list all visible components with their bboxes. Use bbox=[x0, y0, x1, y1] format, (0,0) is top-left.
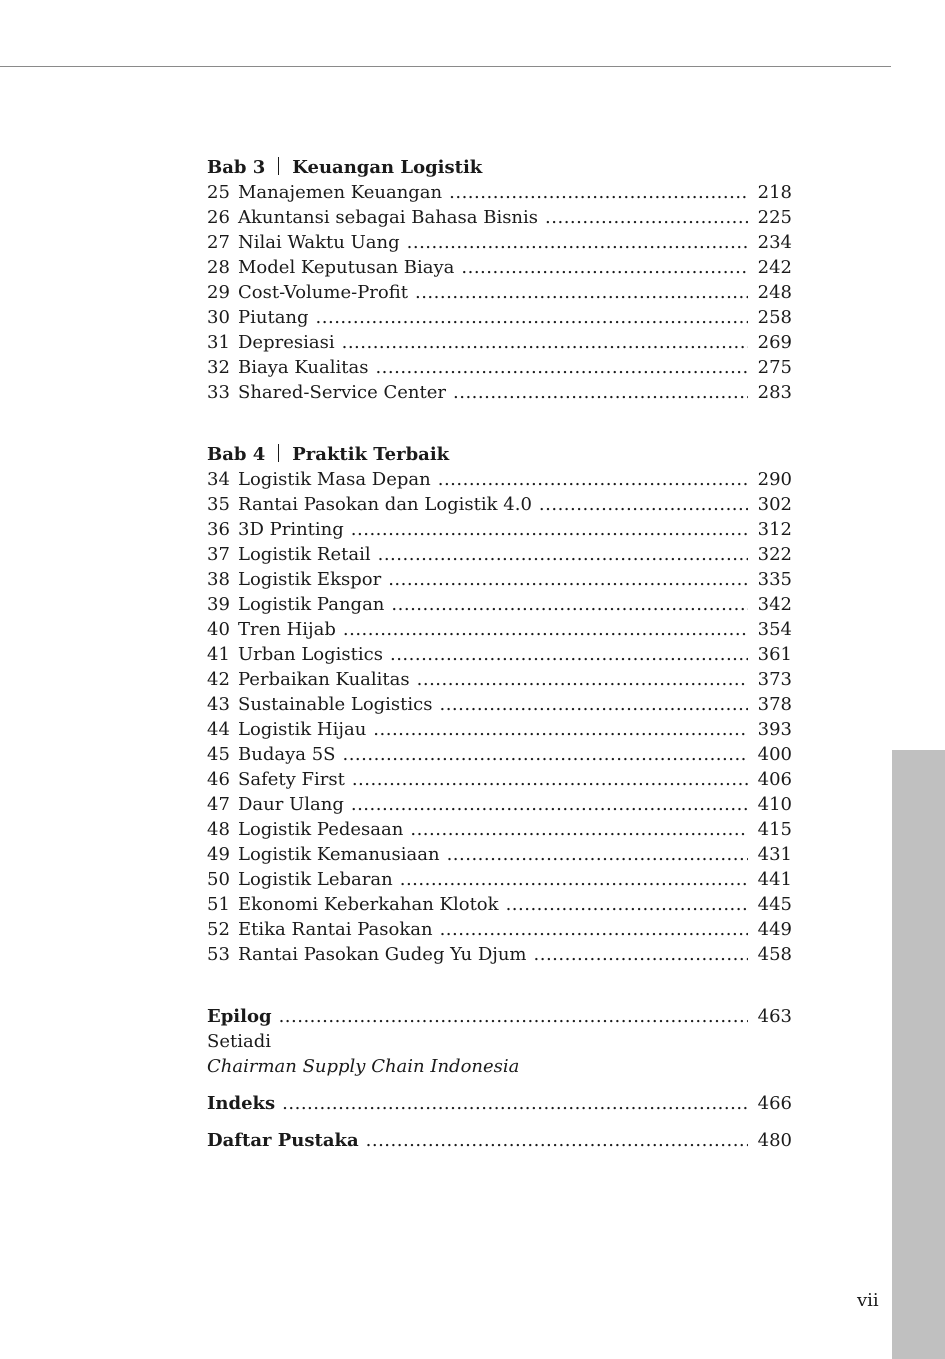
entry-number: 30 bbox=[207, 307, 230, 328]
entry-page: 361 bbox=[757, 644, 792, 665]
toc-entry bbox=[207, 355, 792, 380]
entry-page: 283 bbox=[757, 382, 792, 403]
leader-dots bbox=[545, 205, 748, 230]
entry-page: 406 bbox=[757, 769, 792, 790]
entry-title: Biaya Kualitas bbox=[238, 357, 369, 378]
chapter-4-title: Praktik Terbaik bbox=[292, 444, 450, 465]
toc-entry bbox=[207, 842, 792, 867]
chapter-4-list bbox=[207, 467, 792, 967]
chapter-3-title: Keuangan Logistik bbox=[292, 157, 483, 178]
entry-page: 312 bbox=[757, 519, 792, 540]
entry-title: Piutang bbox=[238, 307, 309, 328]
entry-page: 441 bbox=[757, 869, 792, 890]
entry-title: Rantai Pasokan Gudeg Yu Djum bbox=[238, 944, 527, 965]
entry-title: Rantai Pasokan dan Logistik 4.0 bbox=[238, 494, 532, 515]
leader-dots bbox=[506, 892, 748, 917]
leader-dots bbox=[439, 692, 748, 717]
entry-page: 234 bbox=[757, 232, 792, 253]
toc-entry-epilog bbox=[207, 1004, 792, 1029]
entry-page: 400 bbox=[757, 744, 792, 765]
toc-entry bbox=[207, 380, 792, 405]
entry-title: 3D Printing bbox=[238, 519, 344, 540]
entry-number: 53 bbox=[207, 944, 230, 965]
entry-number: 49 bbox=[207, 844, 230, 865]
toc-entry bbox=[207, 667, 792, 692]
entry-number: 37 bbox=[207, 544, 230, 565]
toc-entry bbox=[207, 592, 792, 617]
chapter-3-heading bbox=[207, 155, 792, 180]
leader-dots bbox=[410, 817, 748, 842]
toc-entry bbox=[207, 742, 792, 767]
entry-number: 50 bbox=[207, 869, 230, 890]
leader-dots bbox=[375, 355, 748, 380]
toc-entry bbox=[207, 892, 792, 917]
toc-entry-daftar-pustaka bbox=[207, 1128, 792, 1153]
entry-number: 26 bbox=[207, 207, 230, 228]
leader-dots bbox=[453, 380, 748, 405]
entry-number: 27 bbox=[207, 232, 230, 253]
toc-entry bbox=[207, 467, 792, 492]
entry-title: Urban Logistics bbox=[238, 644, 383, 665]
toc-entry bbox=[207, 230, 792, 255]
entry-title: Depresiasi bbox=[238, 332, 335, 353]
entry-number: 29 bbox=[207, 282, 230, 303]
entry-number: 43 bbox=[207, 694, 230, 715]
chapter-3-label: Bab 3 bbox=[207, 157, 266, 178]
entry-page: 354 bbox=[757, 619, 792, 640]
toc-entry bbox=[207, 205, 792, 230]
toc-entry bbox=[207, 792, 792, 817]
entry-page: 410 bbox=[757, 794, 792, 815]
entry-number: 31 bbox=[207, 332, 230, 353]
entry-number: 41 bbox=[207, 644, 230, 665]
table-of-contents bbox=[207, 155, 792, 1153]
entry-page: 269 bbox=[757, 332, 792, 353]
leader-dots bbox=[447, 842, 748, 867]
toc-entry bbox=[207, 942, 792, 967]
chapter-4-heading bbox=[207, 442, 792, 467]
entry-number: 46 bbox=[207, 769, 230, 790]
entry-page: 242 bbox=[757, 257, 792, 278]
entry-page: 218 bbox=[757, 182, 792, 203]
toc-entry bbox=[207, 717, 792, 742]
chapter-4-label: Bab 4 bbox=[207, 444, 266, 465]
toc-entry bbox=[207, 917, 792, 942]
toc-entry bbox=[207, 255, 792, 280]
entry-number: 42 bbox=[207, 669, 230, 690]
leader-dots bbox=[440, 917, 748, 942]
daftar-pustaka-page: 480 bbox=[757, 1130, 792, 1151]
entry-title: Logistik Lebaran bbox=[238, 869, 393, 890]
leader-dots bbox=[352, 767, 748, 792]
leader-dots bbox=[316, 305, 748, 330]
leader-dots bbox=[342, 742, 748, 767]
leader-dots bbox=[343, 617, 748, 642]
entry-page: 378 bbox=[757, 694, 792, 715]
leader-dots bbox=[534, 942, 749, 967]
entry-title: Logistik Ekspor bbox=[238, 569, 382, 590]
toc-entry bbox=[207, 867, 792, 892]
entry-page: 275 bbox=[757, 357, 792, 378]
epilog-author: Setiadi bbox=[207, 1031, 271, 1052]
leader-dots bbox=[539, 492, 748, 517]
entry-title: Logistik Pangan bbox=[238, 594, 385, 615]
toc-entry bbox=[207, 817, 792, 842]
leader-dots bbox=[461, 255, 748, 280]
entry-page: 458 bbox=[757, 944, 792, 965]
entry-title: Sustainable Logistics bbox=[238, 694, 433, 715]
entry-number: 32 bbox=[207, 357, 230, 378]
entry-page: 431 bbox=[757, 844, 792, 865]
chapter-3-list bbox=[207, 180, 792, 405]
entry-title: Logistik Pedesaan bbox=[238, 819, 404, 840]
epilog-title: Epilog bbox=[207, 1006, 272, 1027]
leader-dots bbox=[438, 467, 748, 492]
top-rule bbox=[0, 66, 891, 67]
leader-dots bbox=[366, 1128, 748, 1153]
toc-entry-indeks bbox=[207, 1091, 792, 1116]
indeks-title: Indeks bbox=[207, 1093, 276, 1114]
entry-number: 44 bbox=[207, 719, 230, 740]
leader-dots bbox=[282, 1091, 748, 1116]
entry-title: Ekonomi Keberkahan Klotok bbox=[238, 894, 499, 915]
entry-title: Manajemen Keuangan bbox=[238, 182, 443, 203]
leader-dots bbox=[388, 567, 748, 592]
entry-number: 52 bbox=[207, 919, 230, 940]
entry-number: 38 bbox=[207, 569, 230, 590]
entry-number: 34 bbox=[207, 469, 230, 490]
entry-page: 290 bbox=[757, 469, 792, 490]
entry-page: 393 bbox=[757, 719, 792, 740]
leader-dots bbox=[342, 330, 748, 355]
indeks-page: 466 bbox=[757, 1093, 792, 1114]
toc-entry bbox=[207, 280, 792, 305]
entry-title: Budaya 5S bbox=[238, 744, 336, 765]
toc-entry bbox=[207, 517, 792, 542]
entry-page: 342 bbox=[757, 594, 792, 615]
entry-page: 248 bbox=[757, 282, 792, 303]
entry-number: 35 bbox=[207, 494, 230, 515]
entry-number: 28 bbox=[207, 257, 230, 278]
toc-entry bbox=[207, 642, 792, 667]
entry-page: 225 bbox=[757, 207, 792, 228]
entry-title: Tren Hijab bbox=[238, 619, 336, 640]
toc-entry bbox=[207, 330, 792, 355]
entry-title: Perbaikan Kualitas bbox=[238, 669, 410, 690]
entry-title: Daur Ulang bbox=[238, 794, 344, 815]
leader-dots bbox=[449, 180, 748, 205]
entry-title: Logistik Hijau bbox=[238, 719, 367, 740]
entry-title: Logistik Masa Depan bbox=[238, 469, 431, 490]
leader-dots bbox=[407, 230, 748, 255]
epilog-author-role: Chairman Supply Chain Indonesia bbox=[207, 1056, 520, 1077]
leader-dots bbox=[415, 280, 748, 305]
side-tab bbox=[892, 750, 945, 1359]
entry-number: 45 bbox=[207, 744, 230, 765]
entry-title: Etika Rantai Pasokan bbox=[238, 919, 433, 940]
entry-title: Logistik Retail bbox=[238, 544, 371, 565]
entry-title: Akuntansi sebagai Bahasa Bisnis bbox=[238, 207, 539, 228]
leader-dots bbox=[400, 867, 748, 892]
toc-entry bbox=[207, 305, 792, 330]
page-number: vii bbox=[857, 1290, 879, 1311]
entry-title: Cost-Volume-Profit bbox=[238, 282, 408, 303]
daftar-pustaka-title: Daftar Pustaka bbox=[207, 1130, 359, 1151]
entry-number: 33 bbox=[207, 382, 230, 403]
entry-number: 25 bbox=[207, 182, 230, 203]
entry-page: 322 bbox=[757, 544, 792, 565]
entry-title: Shared-Service Center bbox=[238, 382, 446, 403]
entry-page: 258 bbox=[757, 307, 792, 328]
entry-number: 40 bbox=[207, 619, 230, 640]
entry-number: 39 bbox=[207, 594, 230, 615]
entry-number: 51 bbox=[207, 894, 230, 915]
heading-separator bbox=[278, 157, 279, 175]
leader-dots bbox=[351, 792, 748, 817]
toc-entry bbox=[207, 567, 792, 592]
entry-title: Nilai Waktu Uang bbox=[238, 232, 400, 253]
leader-dots bbox=[390, 642, 748, 667]
toc-entry bbox=[207, 542, 792, 567]
epilog-page: 463 bbox=[757, 1006, 792, 1027]
leader-dots bbox=[351, 517, 748, 542]
entry-page: 449 bbox=[757, 919, 792, 940]
entry-title: Safety First bbox=[238, 769, 345, 790]
entry-number: 36 bbox=[207, 519, 230, 540]
toc-entry bbox=[207, 180, 792, 205]
leader-dots bbox=[417, 667, 748, 692]
entry-page: 415 bbox=[757, 819, 792, 840]
toc-entry bbox=[207, 492, 792, 517]
entry-number: 47 bbox=[207, 794, 230, 815]
entry-title: Logistik Kemanusiaan bbox=[238, 844, 440, 865]
entry-page: 373 bbox=[757, 669, 792, 690]
heading-separator bbox=[278, 444, 279, 462]
entry-page: 335 bbox=[757, 569, 792, 590]
leader-dots bbox=[279, 1004, 748, 1029]
entry-page: 302 bbox=[757, 494, 792, 515]
leader-dots bbox=[373, 717, 748, 742]
leader-dots bbox=[378, 542, 748, 567]
toc-entry bbox=[207, 692, 792, 717]
entry-title: Model Keputusan Biaya bbox=[238, 257, 455, 278]
toc-entry bbox=[207, 617, 792, 642]
entry-page: 445 bbox=[757, 894, 792, 915]
entry-number: 48 bbox=[207, 819, 230, 840]
leader-dots bbox=[391, 592, 748, 617]
toc-entry bbox=[207, 767, 792, 792]
